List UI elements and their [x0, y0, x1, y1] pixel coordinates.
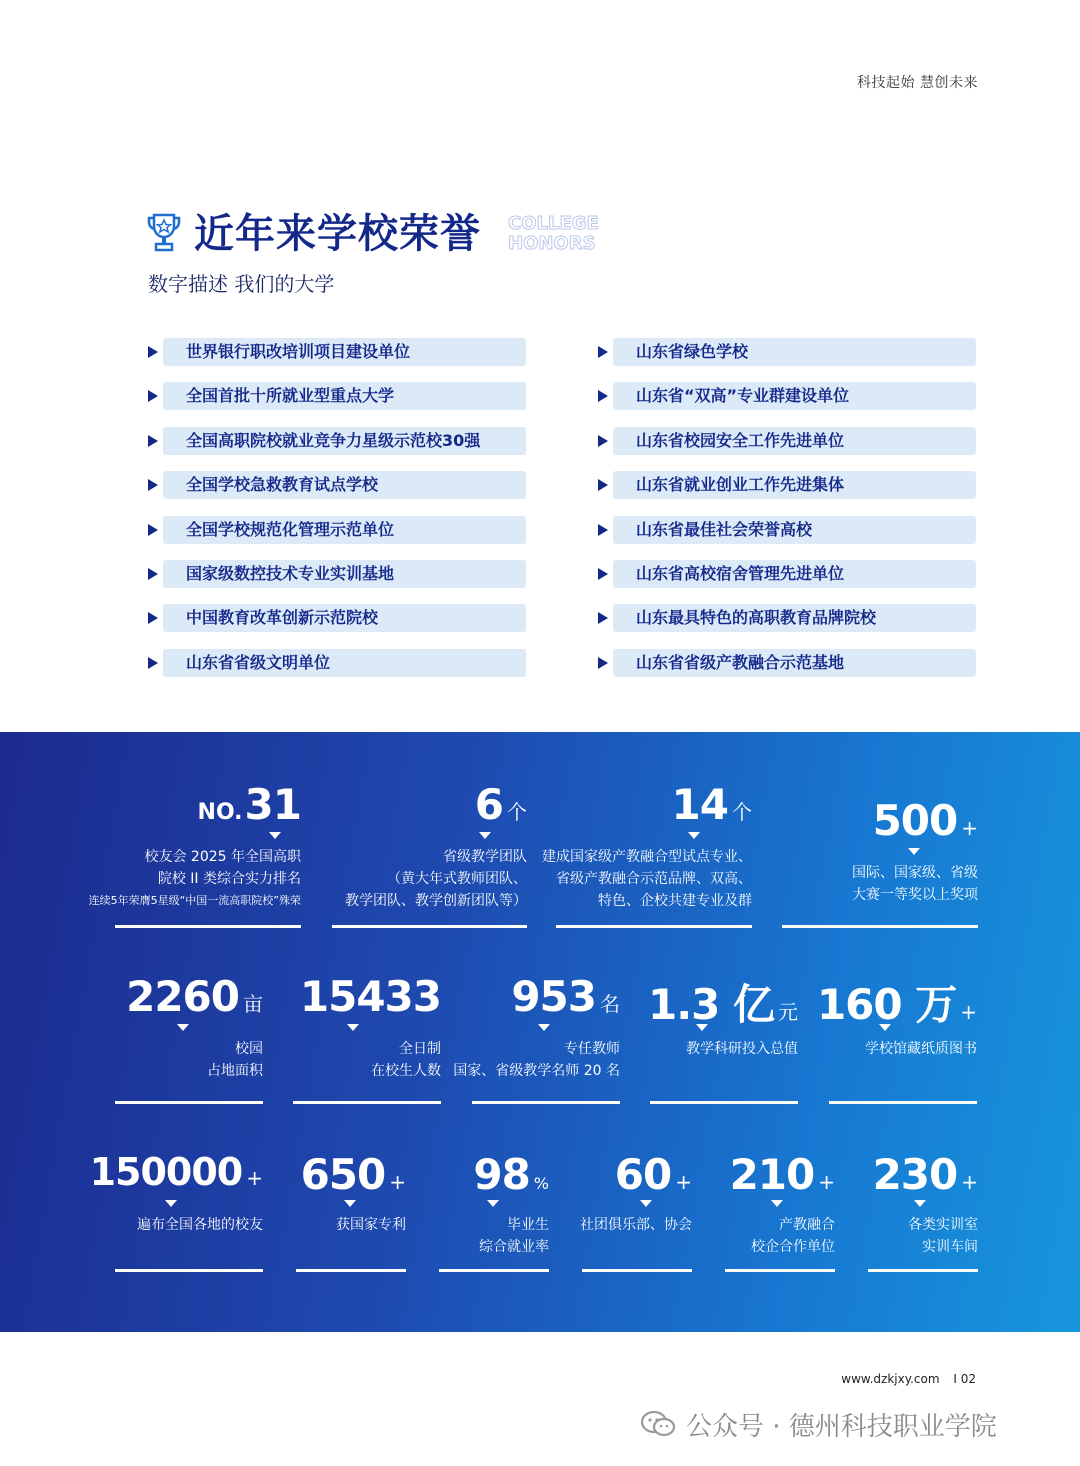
watermark [640, 1404, 1060, 1444]
stat-desc-line: 国家、省级教学名师 20 名 [453, 1063, 620, 1079]
stat-desc-line: 实训车间 [922, 1239, 978, 1255]
arrow-right-icon [598, 524, 608, 536]
honor-item [596, 427, 976, 455]
stat-number: 650 [300, 1150, 386, 1199]
arrow-right-icon [148, 612, 158, 624]
stat-number: 14 [671, 780, 728, 829]
stat-desc-line: （黄大年式教师团队、 [387, 871, 527, 887]
watermark-text: 公众号 · 德州科技职业学院 [686, 1412, 997, 1442]
honor-label: 全国首批十所就业型重点大学 [186, 386, 395, 406]
stat-desc [371, 1038, 441, 1082]
stat-desc-line: 遍布全国各地的校友 [137, 1217, 263, 1233]
triangle-down-icon [538, 1024, 550, 1031]
stat-desc-line: 毕业生 [507, 1217, 549, 1233]
honor-label: 世界银行职改培训项目建设单位 [186, 342, 411, 361]
stat-unit: 个 [507, 800, 527, 824]
stat-unit: + [960, 1000, 977, 1024]
stat-desc-line: 连续5年荣膺5星级“中国一流高职院校”殊荣 [88, 894, 301, 907]
triangle-down-icon [347, 1024, 359, 1031]
stats-panel [0, 732, 1080, 1332]
page-subtitle: 数字描述 我们的大学 [148, 272, 335, 296]
honor-label: 山东省省级产教融合示范基地 [636, 652, 845, 672]
stat-desc-line: 省级教学团队 [443, 849, 527, 865]
stat-ranking [88, 780, 301, 928]
honor-label: 山东最具特色的高职教育品牌院校 [636, 608, 877, 628]
arrow-right-icon [598, 435, 608, 447]
stat-desc-line: 学校馆藏纸质图书 [865, 1041, 977, 1057]
honor-item [596, 649, 976, 677]
honor-item [146, 604, 526, 632]
stat-number: 1.3 亿 [647, 980, 774, 1029]
honor-label: 山东省校园安全工作先进单位 [636, 430, 845, 450]
stat-desc [137, 1214, 263, 1236]
stat-desc [852, 862, 978, 906]
stat-majors [542, 780, 752, 928]
honor-item [596, 604, 976, 632]
footer [841, 1372, 976, 1386]
stat-number: 2260 [126, 972, 239, 1021]
stat-training-rooms [868, 1150, 978, 1272]
honor-item [596, 516, 976, 544]
stat-alumni [89, 1150, 263, 1272]
stat-desc [686, 1038, 798, 1060]
stat-desc-line: 省级产教融合示范品牌、双高、 [556, 871, 752, 887]
stat-research-investment [647, 972, 798, 1104]
honor-label: 山东省高校宿舍管理先进单位 [636, 563, 845, 583]
honor-label: 中国教育改革创新示范院校 [186, 608, 379, 628]
arrow-right-icon [148, 479, 158, 491]
arrow-right-icon [598, 390, 608, 402]
honor-item [146, 338, 526, 366]
stat-desc-line: 大赛一等奖以上奖项 [852, 887, 978, 903]
honor-label: 全国高职院校就业竞争力星级示范校30强 [186, 430, 481, 450]
stat-desc-line: 校友会 2025 年全国高职 [144, 849, 301, 865]
honor-label: 全国学校规范化管理示范单位 [186, 519, 395, 539]
stat-unit: + [961, 816, 978, 840]
stat-desc [751, 1214, 835, 1258]
honor-item [146, 427, 526, 455]
stat-desc [207, 1038, 263, 1082]
stat-unit: + [818, 1170, 835, 1194]
stat-desc-line: 校企合作单位 [751, 1239, 835, 1255]
stat-number: 60 [614, 1150, 672, 1199]
trophy-icon [146, 212, 182, 254]
stat-library-books [816, 972, 977, 1104]
arrow-right-icon [148, 568, 158, 580]
stat-unit: 个 [732, 800, 752, 824]
stat-desc [89, 846, 301, 912]
stat-desc-line: 产教融合 [779, 1217, 835, 1233]
stat-desc-line: 教学团队、教学创新团队等） [345, 893, 527, 909]
stat-unit: % [533, 1174, 549, 1193]
slogan: 科技起始 慧创未来 [857, 75, 978, 91]
arrow-right-icon [148, 390, 158, 402]
honor-label: 山东省就业创业工作先进集体 [636, 475, 845, 495]
stat-unit: + [246, 1166, 263, 1190]
triangle-down-icon [771, 1200, 783, 1207]
stat-patents [296, 1150, 406, 1272]
stat-teams [332, 780, 527, 928]
honor-item [146, 516, 526, 544]
arrow-right-icon [598, 479, 608, 491]
stat-desc-line: 获国家专利 [336, 1217, 406, 1233]
stat-desc [479, 1214, 549, 1258]
triangle-down-icon [879, 1024, 891, 1031]
stat-desc-line: 综合就业率 [479, 1239, 549, 1255]
honor-label: 国家级数控技术专业实训基地 [186, 563, 395, 583]
stat-desc-line: 社团俱乐部、协会 [580, 1217, 692, 1233]
title-english-line1: COLLEGE [508, 213, 599, 234]
stat-teachers [453, 972, 620, 1104]
triangle-down-icon [914, 1200, 926, 1207]
arrow-right-icon [598, 657, 608, 669]
arrow-right-icon [598, 568, 608, 580]
stat-number: 150000 [89, 1150, 243, 1194]
arrow-right-icon [598, 346, 608, 358]
stat-number: 160 万 [816, 980, 957, 1029]
honors-list-left [146, 338, 526, 693]
stat-number: 953 [511, 972, 596, 1021]
title-english-line2: HONORS [508, 233, 596, 254]
triangle-down-icon [269, 832, 281, 839]
stat-unit: 亩 [243, 992, 263, 1016]
stat-unit: + [389, 1170, 406, 1194]
triangle-down-icon [640, 1200, 652, 1207]
stat-clubs [582, 1150, 692, 1272]
stat-desc-line: 校园 [235, 1041, 263, 1057]
stat-desc-line: 占地面积 [207, 1063, 263, 1079]
honor-item [146, 560, 526, 588]
stat-desc-line: 全日制 [399, 1041, 441, 1057]
stat-desc-line: 专任教师 [564, 1041, 620, 1057]
stat-desc [453, 1038, 620, 1082]
wechat-icon [640, 1410, 676, 1438]
triangle-down-icon [487, 1200, 499, 1207]
stat-number: 15433 [299, 972, 441, 1021]
stat-unit: + [675, 1170, 692, 1194]
stat-employment-rate [439, 1150, 549, 1272]
title-english [508, 214, 599, 254]
honor-label: 山东省省级文明单位 [186, 652, 331, 672]
honor-label: 山东省绿色学校 [636, 342, 749, 361]
stat-number: 210 [729, 1150, 815, 1199]
honor-item [596, 560, 976, 588]
stat-desc-line: 各类实训室 [908, 1217, 978, 1233]
website-url[interactable]: www.dzkjxy.com [841, 1372, 940, 1386]
stat-campus-area [115, 972, 263, 1104]
page-number: I 02 [953, 1372, 976, 1386]
honor-item [146, 471, 526, 499]
stat-number: 6 [474, 780, 503, 829]
honor-item [596, 382, 976, 410]
honor-item [146, 649, 526, 677]
honors-list-right [596, 338, 976, 693]
stat-number: 31 [244, 780, 301, 829]
page-title: 近年来学校荣誉 [194, 211, 481, 257]
triangle-down-icon [688, 832, 700, 839]
honor-item [596, 471, 976, 499]
honor-label: 全国学校急救教育试点学校 [186, 475, 379, 495]
honor-item [596, 338, 976, 366]
stat-desc-line: 特色、企校共建专业及群 [598, 893, 752, 909]
triangle-down-icon [908, 848, 920, 855]
stat-unit: 元 [778, 1000, 798, 1024]
stat-desc [580, 1214, 692, 1236]
arrow-right-icon [148, 657, 158, 669]
triangle-down-icon [696, 1024, 708, 1031]
stat-desc [542, 846, 752, 912]
arrow-right-icon [148, 435, 158, 447]
arrow-right-icon [598, 612, 608, 624]
stat-enterprise-partners [725, 1150, 835, 1272]
stat-desc-line: 建成国家级产教融合型试点专业、 [542, 849, 752, 865]
arrow-right-icon [148, 346, 158, 358]
stat-awards [782, 796, 978, 928]
stat-desc-line: 在校生人数 [371, 1063, 441, 1079]
stat-desc [865, 1038, 977, 1060]
stat-desc-line: 教学科研投入总值 [686, 1041, 798, 1057]
stat-desc [336, 1214, 406, 1236]
stat-desc-line: 院校 II 类综合实力排名 [157, 871, 301, 887]
triangle-down-icon [479, 832, 491, 839]
stat-number: 98 [473, 1150, 530, 1199]
stat-unit: + [961, 1170, 978, 1194]
stat-desc [345, 846, 527, 912]
arrow-right-icon [148, 524, 158, 536]
honor-label: 山东省“双高”专业群建设单位 [636, 386, 850, 406]
triangle-down-icon [165, 1200, 177, 1207]
triangle-down-icon [344, 1200, 356, 1207]
stat-number: 500 [872, 796, 958, 845]
stat-desc-line: 国际、国家级、省级 [852, 865, 978, 881]
stat-unit: 名 [600, 992, 620, 1016]
stat-desc [908, 1214, 978, 1258]
stat-students [293, 972, 441, 1104]
honor-item [146, 382, 526, 410]
stat-prefix: NO. [197, 800, 243, 825]
triangle-down-icon [177, 1024, 189, 1031]
honor-label: 山东省最佳社会荣誉高校 [636, 519, 813, 539]
stat-number: 230 [872, 1150, 958, 1199]
